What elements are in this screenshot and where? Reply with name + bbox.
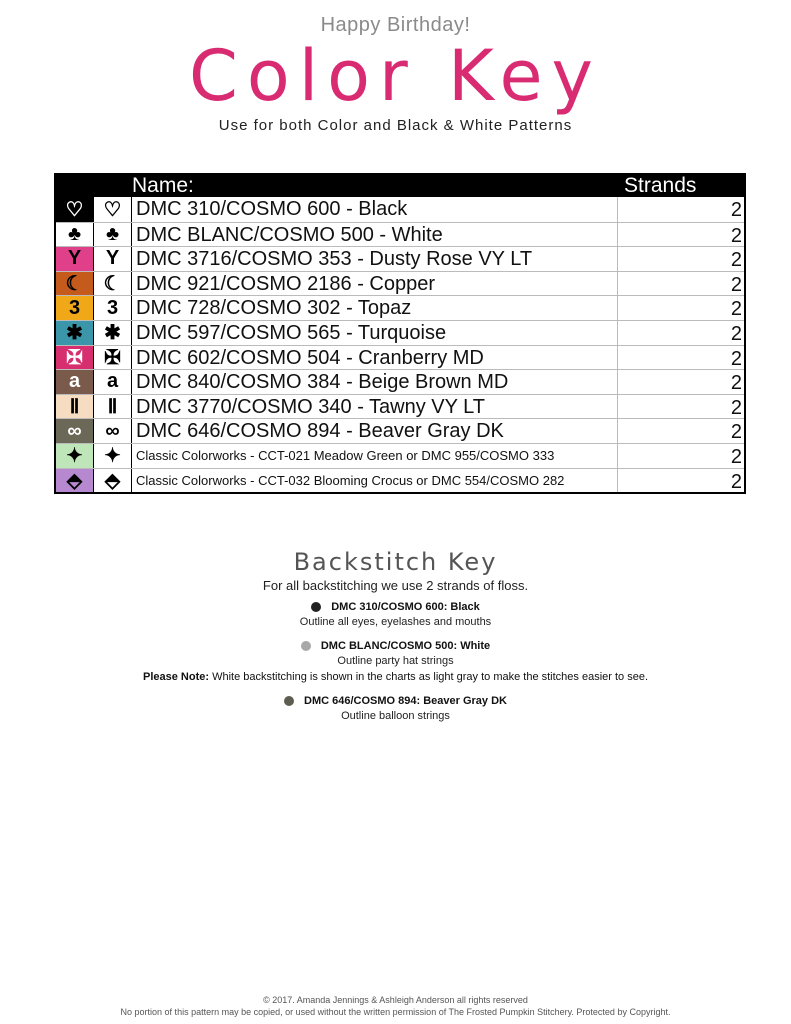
subtitle: Use for both Color and Black & White Patterns [218, 117, 573, 134]
backstitch-item-name: DMC 310/COSMO 600: Black [331, 601, 480, 613]
table-row [56, 197, 744, 222]
bw-symbol-icon: ✠ [93, 346, 132, 370]
strands-count: 2 [730, 396, 742, 419]
backstitch-item [0, 640, 791, 683]
strands-count: 2 [730, 372, 742, 395]
bw-symbol-icon: ⬘ [93, 469, 132, 493]
bw-symbol-icon: Ⅱ [93, 395, 132, 419]
table-row [56, 369, 744, 394]
strands-count: 2 [730, 249, 742, 272]
bw-symbol-icon: ✦ [93, 444, 132, 468]
strands-count: 2 [730, 298, 742, 321]
strands-count: 2 [730, 224, 742, 247]
table-row [56, 246, 744, 271]
copyright-notice: No portion of this pattern may be copied, or used without the written permission of The Frosted Pumpkin Stitchery. Protected by Copyright. [120, 1007, 671, 1017]
floss-name: DMC 310/COSMO 600 - Black [132, 197, 618, 222]
color-symbol-icon: ✱ [56, 321, 93, 345]
strands-column-header: Strands [624, 174, 697, 197]
bw-symbol-icon: a [93, 370, 132, 394]
table-body [56, 197, 744, 492]
backstitch-item-desc: Outline all eyes, eyelashes and mouths [299, 616, 492, 628]
floss-name: DMC 646/COSMO 894 - Beaver Gray DK [132, 419, 618, 443]
strands-count: 2 [730, 347, 742, 370]
bw-symbol-icon: Y [93, 247, 132, 271]
color-dot-icon [284, 696, 294, 706]
table-row [56, 468, 744, 493]
color-symbol-icon: Y [56, 247, 93, 271]
floss-name: DMC 728/COSMO 302 - Topaz [132, 296, 618, 320]
color-symbol-icon: Ⅱ [56, 395, 93, 419]
color-symbol-icon: ♣ [56, 223, 93, 247]
backstitch-subtitle: For all backstitching we use 2 strands of floss. [262, 578, 529, 593]
strands-count: 2 [730, 273, 742, 296]
backstitch-title: Backstitch Key [293, 548, 498, 576]
color-symbol-icon: ♡ [56, 197, 93, 222]
copyright: © 2017. Amanda Jennings & Ashleigh Anderson all rights reserved [263, 995, 528, 1005]
floss-name: DMC 602/COSMO 504 - Cranberry MD [132, 346, 618, 370]
floss-name: Classic Colorworks - CCT-021 Meadow Green or DMC 955/COSMO 333 [132, 444, 618, 468]
floss-name: DMC 840/COSMO 384 - Beige Brown MD [132, 370, 618, 394]
table-row [56, 418, 744, 443]
bw-symbol-icon: 3 [93, 296, 132, 320]
floss-name: DMC BLANC/COSMO 500 - White [132, 223, 618, 247]
bw-symbol-icon: ✱ [93, 321, 132, 345]
bw-symbol-icon: ♣ [93, 223, 132, 247]
table-row [56, 443, 744, 468]
floss-name: DMC 921/COSMO 2186 - Copper [132, 272, 618, 296]
color-symbol-icon: ☾ [56, 272, 93, 296]
floss-name: DMC 597/COSMO 565 - Turquoise [132, 321, 618, 345]
bw-symbol-icon: ♡ [93, 197, 132, 222]
strands-count: 2 [730, 199, 742, 221]
note [0, 671, 791, 683]
color-symbol-icon: ✦ [56, 444, 93, 468]
bw-symbol-icon: ☾ [93, 272, 132, 296]
floss-name: Classic Colorworks - CCT-032 Blooming Crocus or DMC 554/COSMO 282 [132, 469, 618, 493]
note-label: Please Note: [142, 671, 210, 683]
color-symbol-icon: ⬘ [56, 469, 93, 493]
color-key-table [54, 173, 746, 494]
page-title: Color Key [189, 35, 602, 117]
backstitch-key [0, 548, 791, 722]
color-symbol-icon: 3 [56, 296, 93, 320]
backstitch-item-desc: Outline balloon strings [341, 710, 450, 722]
backstitch-item [0, 695, 791, 722]
header [0, 14, 791, 134]
footer [0, 994, 791, 1018]
strands-count: 2 [730, 421, 742, 444]
table-row [56, 320, 744, 345]
supertitle: Happy Birthday! [320, 14, 471, 36]
backstitch-item-name: DMC 646/COSMO 894: Beaver Gray DK [304, 695, 507, 707]
color-symbol-icon: ∞ [56, 419, 93, 443]
table-row [56, 345, 744, 370]
table-row [56, 394, 744, 419]
note-text: White backstitching is shown in the charts as light gray to make the stitches easier to see. [209, 671, 649, 683]
table-row [56, 222, 744, 247]
bw-symbol-icon: ∞ [93, 419, 132, 443]
color-symbol-icon: a [56, 370, 93, 394]
color-symbol-icon: ✠ [56, 346, 93, 370]
strands-count: 2 [730, 445, 742, 468]
table-row [56, 271, 744, 296]
color-dot-icon [301, 641, 311, 651]
backstitch-item-name: DMC BLANC/COSMO 500: White [320, 640, 491, 652]
name-column-header: Name: [132, 174, 194, 197]
floss-name: DMC 3770/COSMO 340 - Tawny VY LT [132, 395, 618, 419]
strands-count: 2 [730, 470, 742, 493]
backstitch-item-desc: Outline party hat strings [337, 655, 454, 667]
table-row [56, 295, 744, 320]
floss-name: DMC 3716/COSMO 353 - Dusty Rose VY LT [132, 247, 618, 271]
color-dot-icon [311, 602, 321, 612]
backstitch-item [0, 601, 791, 628]
table-header [56, 175, 744, 197]
strands-count: 2 [730, 322, 742, 345]
